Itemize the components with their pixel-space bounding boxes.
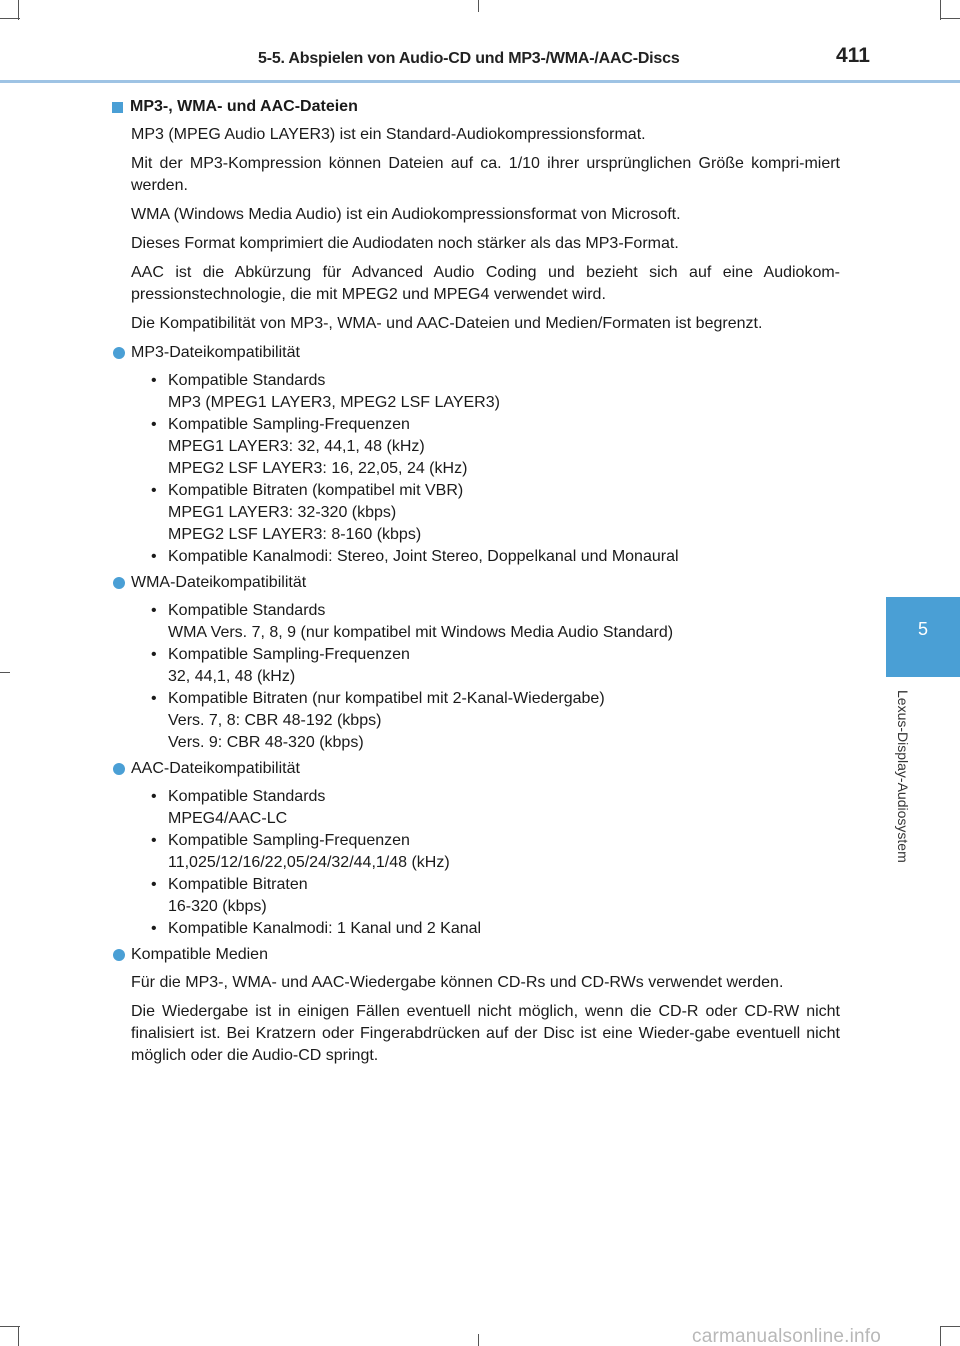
subsection-heading-text: Kompatible Medien [131, 946, 268, 963]
list-item-detail: Vers. 7, 8: CBR 48-192 (kbps) [168, 712, 382, 729]
crop-mark [478, 0, 479, 12]
crop-mark [18, 1326, 19, 1346]
list-item-title: • Kompatible Bitraten (kompatibel mit VBR) [168, 482, 464, 499]
chapter-number: 5 [917, 619, 928, 639]
chapter-label-text: Lexus-Display-Audiosystem [895, 690, 911, 863]
list-item [151, 600, 840, 644]
list-item [151, 370, 840, 414]
list-item [151, 688, 840, 754]
list-item-detail: MP3 (MPEG1 LAYER3, MPEG2 LSF LAYER3) [168, 394, 500, 411]
list-item-detail: 32, 44,1, 48 (kHz) [168, 668, 296, 685]
list-item [151, 480, 840, 546]
crop-mark [940, 1326, 941, 1346]
circle-bullet-icon [113, 949, 125, 961]
chapter-label [889, 690, 917, 910]
list-item [151, 830, 840, 874]
section-heading-text: MP3-, WMA- und AAC-Dateien [130, 98, 358, 115]
paragraph: MP3 (MPEG Audio LAYER3) ist ein Standard-Audiokompressionsformat. [131, 126, 646, 143]
subsection-heading-text: AAC-Dateikompatibilität [131, 760, 300, 777]
circle-bullet-icon [113, 577, 125, 589]
list-item-title: • Kompatible Kanalmodi: 1 Kanal und 2 Kanal [168, 920, 482, 937]
list-item [151, 546, 840, 568]
chapter-tab [886, 597, 960, 677]
paragraph: AAC ist die Abkürzung für Advanced Audio Coding und bezieht sich auf eine Audiokom-pressionstechnologie, die mit MPEG2 und MPEG4 verwendet wird. [131, 264, 840, 303]
square-bullet-icon [112, 102, 123, 113]
list-item-detail: MPEG1 LAYER3: 32, 44,1, 48 (kHz) [168, 438, 425, 455]
circle-bullet-icon [113, 347, 125, 359]
paragraph: Für die MP3-, WMA- und AAC-Wiedergabe können CD-Rs und CD-RWs verwendet werden. [131, 974, 784, 991]
paragraph: WMA (Windows Media Audio) ist ein Audiokompressionsformat von Microsoft. [131, 206, 681, 223]
list-item-title: • Kompatible Bitraten (nur kompatibel mit 2-Kanal-Wiedergabe) [168, 690, 605, 707]
list-item [151, 414, 840, 480]
list-item-detail: MPEG2 LSF LAYER3: 8-160 (kbps) [168, 526, 422, 543]
crop-mark [940, 18, 960, 19]
mp3-compatibility [131, 342, 840, 568]
list-item-title: • Kompatible Sampling-Frequenzen [168, 646, 410, 663]
crop-mark [0, 672, 10, 673]
list-item-detail: Vers. 9: CBR 48-320 (kbps) [168, 734, 364, 751]
aac-compatibility [131, 758, 840, 940]
list-item-title: • Kompatible Sampling-Frequenzen [168, 416, 410, 433]
subsection-heading [131, 758, 840, 780]
circle-bullet-icon [113, 763, 125, 775]
bullet-list [151, 600, 840, 754]
list-item-detail: 11,025/12/16/22,05/24/32/44,1/48 (kHz) [168, 854, 450, 871]
paragraph: Die Kompatibilität von MP3-, WMA- und AAC-Dateien und Medien/Formaten ist begrenzt. [131, 315, 763, 332]
crop-mark [940, 1326, 960, 1327]
list-item [151, 874, 840, 918]
crop-mark [0, 1326, 20, 1327]
list-item-detail: MPEG2 LSF LAYER3: 16, 22,05, 24 (kHz) [168, 460, 468, 477]
list-item [151, 918, 840, 940]
list-item-detail: 16-320 (kbps) [168, 898, 267, 915]
bullet-list [151, 786, 840, 940]
subsection-heading [131, 342, 840, 364]
bullet-list [151, 370, 840, 568]
crop-mark [0, 18, 20, 19]
list-item-detail: WMA Vers. 7, 8, 9 (nur kompatibel mit Windows Media Audio Standard) [168, 624, 674, 641]
paragraph: Mit der MP3-Kompression können Dateien auf ca. 1/10 ihrer ursprünglichen Größe kompri-miert werden. [131, 155, 840, 194]
subsection-heading [131, 944, 840, 966]
crop-mark [478, 1334, 479, 1346]
list-item-title: • Kompatible Standards [168, 602, 326, 619]
list-item-title: • Kompatible Bitraten [168, 876, 308, 893]
wma-compatibility [131, 572, 840, 754]
list-item-title: • Kompatible Sampling-Frequenzen [168, 832, 410, 849]
list-item-title: • Kompatible Kanalmodi: Stereo, Joint Stereo, Doppelkanal und Monaural [168, 548, 679, 565]
crop-mark [18, 0, 19, 20]
list-item-title: • Kompatible Standards [168, 372, 326, 389]
header-rule [0, 80, 960, 83]
list-item-title: • Kompatible Standards [168, 788, 326, 805]
compatible-media [131, 944, 840, 1067]
paragraph: Die Wiedergabe ist in einigen Fällen eventuell nicht möglich, wenn die CD-R oder CD-RW nicht finalisiert ist. Bei Kratzern oder Fingerabdrücken auf der Disc ist eine Wieder-gabe eventuell nicht möglich oder die Audio-CD springt. [131, 1003, 840, 1064]
watermark: carmanualsonline.info [692, 1326, 882, 1346]
list-item [151, 786, 840, 830]
crop-mark [940, 0, 941, 20]
list-item-detail: MPEG1 LAYER3: 32-320 (kbps) [168, 504, 397, 521]
page-number: 411 [836, 44, 870, 67]
page-content [112, 96, 840, 1074]
subsection-heading [131, 572, 840, 594]
list-item [151, 644, 840, 688]
subsection-heading-text: WMA-Dateikompatibilität [131, 574, 307, 591]
section-heading [112, 96, 840, 118]
running-header: 5-5. Abspielen von Audio-CD und MP3-/WMA-/AAC-Discs [258, 50, 680, 67]
paragraph: Dieses Format komprimiert die Audiodaten noch stärker als das MP3-Format. [131, 235, 679, 252]
subsection-heading-text: MP3-Dateikompatibilität [131, 344, 300, 361]
list-item-detail: MPEG4/AAC-LC [168, 810, 288, 827]
